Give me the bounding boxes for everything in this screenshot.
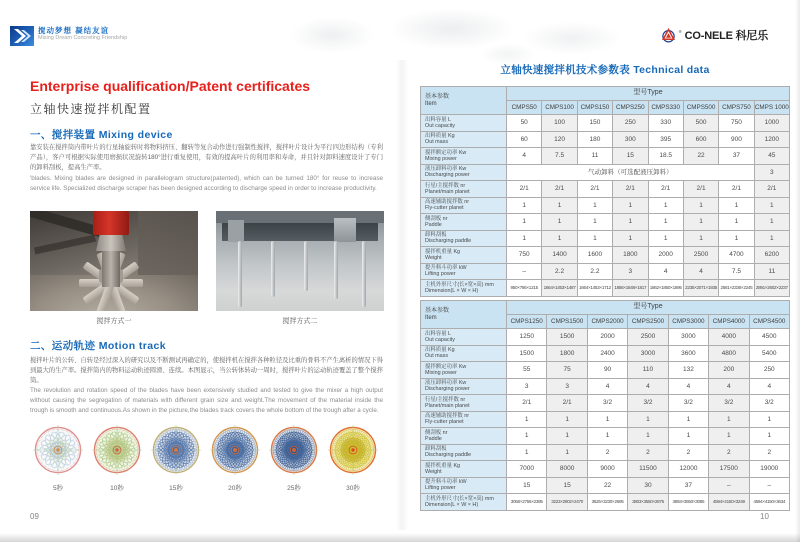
table-row bbox=[421, 230, 790, 247]
row-label: 液压卸料功率 Kw Discharging power bbox=[421, 164, 507, 181]
value-cell: 1 bbox=[719, 230, 754, 247]
value-cell: 4 bbox=[668, 378, 708, 395]
value-cell: 22 bbox=[587, 477, 627, 494]
value-cell: 2/1 bbox=[542, 181, 577, 198]
table-row bbox=[421, 148, 790, 165]
item-header: 基本参数 Item bbox=[421, 301, 507, 329]
value-cell: 17500 bbox=[709, 461, 749, 478]
value-cell: 2/1 bbox=[613, 181, 648, 198]
value-cell: 2581×2336×2245 bbox=[719, 280, 754, 297]
spirograph-10s bbox=[91, 424, 143, 481]
value-cell: 1 bbox=[577, 197, 612, 214]
value-cell: 5400 bbox=[749, 345, 789, 362]
model-header-cell: CMPS750 bbox=[719, 101, 754, 115]
value-cell: 2235×2071×1935 bbox=[683, 280, 718, 297]
row-label: 侧刮板 nr Paddle bbox=[421, 214, 507, 231]
spirograph-icon bbox=[32, 424, 84, 476]
photo-detail bbox=[228, 220, 244, 242]
value-cell: 2891×2602×2237 bbox=[754, 280, 789, 297]
value-cell: 50 bbox=[507, 115, 542, 132]
value-cell: 1500 bbox=[507, 345, 547, 362]
value-cell: 1 bbox=[507, 214, 542, 231]
value-cell: 4 bbox=[709, 378, 749, 395]
world-map-watermark bbox=[260, 0, 660, 64]
value-cell: 1664×1453×1487 bbox=[542, 280, 577, 297]
row-label: 行星/主搅拌数 nr Planet/main planet bbox=[421, 181, 507, 198]
photo-detail bbox=[304, 241, 308, 291]
spirograph-icon bbox=[268, 424, 320, 476]
circle-label: 10秒 bbox=[110, 485, 124, 492]
value-cell: 6200 bbox=[754, 247, 789, 264]
value-cell: 2 bbox=[628, 444, 668, 461]
page-gutter bbox=[396, 60, 408, 530]
value-cell: 11500 bbox=[628, 461, 668, 478]
value-cell: 300 bbox=[613, 131, 648, 148]
table-row bbox=[421, 115, 790, 132]
slogan-cn: 搅动梦想 凝结友谊 bbox=[38, 26, 110, 35]
value-cell: 2500 bbox=[628, 329, 668, 346]
value-cell: 3 bbox=[507, 378, 547, 395]
spirograph-20s bbox=[209, 424, 261, 481]
blade-track-figure bbox=[89, 424, 145, 492]
slogan-en: Mixing Dream Concreting Friendship bbox=[38, 35, 128, 42]
blade-track-figure bbox=[207, 424, 263, 492]
value-cell: 950×786×1215 bbox=[507, 280, 542, 297]
table-row bbox=[421, 329, 790, 346]
value-cell: 4700 bbox=[719, 247, 754, 264]
table-row bbox=[421, 362, 790, 379]
value-cell: 1 bbox=[749, 411, 789, 428]
photo-detail bbox=[93, 211, 129, 235]
model-header-cell: CMPS150 bbox=[577, 101, 612, 115]
type-header: 型号Type bbox=[507, 301, 790, 315]
value-cell: 4 bbox=[507, 148, 542, 165]
blade-track-figure bbox=[30, 424, 86, 492]
section2-heading: 二、运动轨迹 Motion track bbox=[30, 340, 166, 352]
value-cell: 1 bbox=[507, 411, 547, 428]
blade-track-figures bbox=[30, 424, 381, 492]
technical-data-table-1 bbox=[420, 86, 790, 297]
technical-data-table-2 bbox=[420, 300, 790, 511]
table-row bbox=[421, 164, 790, 181]
value-cell: 1 bbox=[507, 230, 542, 247]
value-cell: 60 bbox=[507, 131, 542, 148]
value-cell: 1664×1453×1712 bbox=[577, 280, 612, 297]
value-cell: 3/2 bbox=[587, 395, 627, 412]
model-header-cell: CMPS4500 bbox=[749, 315, 789, 329]
circle-label: 15秒 bbox=[169, 485, 183, 492]
value-cell: 1 bbox=[719, 197, 754, 214]
model-header-cell: CMPS250 bbox=[613, 101, 648, 115]
value-cell: 1856×1648×1817 bbox=[613, 280, 648, 297]
spirograph-icon bbox=[209, 424, 261, 476]
blade-track-figure bbox=[266, 424, 322, 492]
row-label: 出料质量 Kg Out mass bbox=[421, 345, 507, 362]
row-label: 提升料斗功率 kW Lifting power bbox=[421, 477, 507, 494]
value-cell: 4 bbox=[628, 378, 668, 395]
value-cell: 4594×4150×3249 bbox=[709, 494, 749, 511]
page-edge bbox=[795, 0, 800, 542]
table-row bbox=[421, 181, 790, 198]
value-cell: 200 bbox=[709, 362, 749, 379]
value-cell: 15 bbox=[613, 148, 648, 165]
page-title-cn: 立轴快速搅拌机配置 bbox=[30, 102, 152, 116]
value-cell: 1 bbox=[542, 197, 577, 214]
value-cell: 900 bbox=[719, 131, 754, 148]
value-cell: 1 bbox=[587, 411, 627, 428]
value-cell: 4 bbox=[648, 263, 683, 280]
value-cell: 2/1 bbox=[719, 181, 754, 198]
value-cell: 250 bbox=[613, 115, 648, 132]
value-cell: 1 bbox=[709, 411, 749, 428]
value-cell: 1 bbox=[628, 428, 668, 445]
double-chevron-right-icon bbox=[10, 26, 34, 46]
value-cell: 1 bbox=[719, 214, 754, 231]
value-cell: 15 bbox=[507, 477, 547, 494]
value-cell: 3600 bbox=[668, 345, 708, 362]
row-label: 提升料斗功率 kW Lifting power bbox=[421, 263, 507, 280]
model-header-cell: CMPS2000 bbox=[587, 315, 627, 329]
value-cell: 75 bbox=[547, 362, 587, 379]
model-header-cell: CMPS 1000 bbox=[754, 101, 789, 115]
value-cell: 1200 bbox=[754, 131, 789, 148]
table-row bbox=[421, 411, 790, 428]
row-label: 搅拌机重量 Kg Weight bbox=[421, 461, 507, 478]
value-cell: 2 bbox=[587, 444, 627, 461]
value-cell: 2.2 bbox=[577, 263, 612, 280]
table-row bbox=[421, 280, 790, 297]
value-cell: 1800 bbox=[613, 247, 648, 264]
value-cell: 3893×3550×3085 bbox=[668, 494, 708, 511]
brand-name: CO-NELE 科尼乐 bbox=[684, 30, 768, 42]
value-cell: 37 bbox=[668, 477, 708, 494]
type-header: 型号Type bbox=[507, 87, 790, 101]
value-cell: 3223×2902×2470 bbox=[547, 494, 587, 511]
blade-track-figure bbox=[148, 424, 204, 492]
value-cell: 1400 bbox=[542, 247, 577, 264]
value-cell: 2 bbox=[709, 444, 749, 461]
model-header-cell: CMPS3000 bbox=[668, 315, 708, 329]
circle-label: 20秒 bbox=[228, 485, 242, 492]
row-label: 高速辅助搅拌数 nr Fly-cutter planet bbox=[421, 197, 507, 214]
value-cell: 2 bbox=[668, 444, 708, 461]
value-cell: 8000 bbox=[547, 461, 587, 478]
table-row bbox=[421, 263, 790, 280]
photo-detail bbox=[34, 235, 96, 255]
row-label: 卸料刮板 Discharging paddle bbox=[421, 444, 507, 461]
value-cell: 55 bbox=[507, 362, 547, 379]
value-cell: 3000 bbox=[628, 345, 668, 362]
value-cell: 4800 bbox=[709, 345, 749, 362]
value-cell: – bbox=[507, 263, 542, 280]
value-cell: 37 bbox=[719, 148, 754, 165]
value-cell: 1862×1850×1895 bbox=[648, 280, 683, 297]
row-label: 搅拌额定功率 Kw Mixing power bbox=[421, 148, 507, 165]
value-cell: 3 bbox=[754, 164, 789, 181]
spirograph-icon bbox=[91, 424, 143, 476]
value-cell: 2/1 bbox=[507, 181, 542, 198]
value-cell: 4500 bbox=[749, 329, 789, 346]
mixing-device-photo-2 bbox=[216, 211, 384, 311]
section1-paragraph-cn: 靠安装在搅拌筒内带叶片的行星轴旋转时将物料挤压、翻转等复合动作进行强制性搅拌，搅拌叶片设计为平行四边形结构（专利产品），客户可根据实际使用磨损状况旋转180°进行重复使用，有效的提高叶片的利用率和寿命，并且针对卸料速度设计了专门的卸料刮板，提高生产率。 bbox=[30, 144, 383, 171]
value-cell: 1 bbox=[683, 197, 718, 214]
model-header-cell: CMPS50 bbox=[507, 101, 542, 115]
value-cell: 150 bbox=[577, 115, 612, 132]
spirograph-30s bbox=[327, 424, 379, 481]
section2-paragraph-en: The revolution and rotation speed of the blades have been extensively studied and tested to give the mixer a high output without causing the segregation of materials with different grain size and weight.The movement of the material inside the trough is smooth and continuous.As shown in the picture,the blades track covers the whole bottom of the trough after a cycle. bbox=[30, 387, 383, 414]
value-cell: 3/2 bbox=[709, 395, 749, 412]
row-label: 出料容量 L Out capacity bbox=[421, 115, 507, 132]
photo-detail bbox=[362, 241, 366, 307]
photo-detail bbox=[138, 211, 198, 281]
page-title-en: Enterprise qualification/Patent certificates bbox=[30, 78, 311, 94]
photo-detail bbox=[334, 218, 356, 242]
value-cell: 120 bbox=[542, 131, 577, 148]
blade-track-figure bbox=[325, 424, 381, 492]
value-cell: 4 bbox=[683, 263, 718, 280]
value-cell: 3 bbox=[613, 263, 648, 280]
value-cell: 2/1 bbox=[754, 181, 789, 198]
value-cell: 1 bbox=[648, 230, 683, 247]
value-cell: 1 bbox=[542, 230, 577, 247]
value-cell: 7.5 bbox=[542, 148, 577, 165]
value-cell: 2000 bbox=[587, 329, 627, 346]
value-cell: 250 bbox=[749, 362, 789, 379]
table-row bbox=[421, 197, 790, 214]
value-cell: 1 bbox=[749, 428, 789, 445]
value-cell: 750 bbox=[507, 247, 542, 264]
table-row bbox=[421, 477, 790, 494]
value-cell: 1 bbox=[754, 197, 789, 214]
model-header-cell: CMPS1250 bbox=[507, 315, 547, 329]
value-cell: 2/1 bbox=[507, 395, 547, 412]
spirograph-icon bbox=[150, 424, 202, 476]
mixing-device-photo-1 bbox=[30, 211, 198, 311]
section1-heading: 一、搅拌装置 Mixing device bbox=[30, 129, 173, 141]
value-cell: 1 bbox=[668, 428, 708, 445]
value-cell: 4 bbox=[587, 378, 627, 395]
value-cell: 395 bbox=[648, 131, 683, 148]
value-cell: 1 bbox=[613, 214, 648, 231]
model-header-cell: CMPS2500 bbox=[628, 315, 668, 329]
model-header-cell: CMPS1500 bbox=[547, 315, 587, 329]
value-cell: 3000 bbox=[668, 329, 708, 346]
value-cell: 1 bbox=[628, 411, 668, 428]
photo-detail bbox=[334, 241, 338, 299]
photo1-caption: 搅拌方式一 bbox=[96, 318, 132, 325]
value-cell: 3 bbox=[547, 378, 587, 395]
spirograph-5s bbox=[32, 424, 84, 481]
value-cell: 4594×4150×3634 bbox=[749, 494, 789, 511]
row-label: 主机外形尺寸(长×宽×高) mm Dimension(L × W × H) bbox=[421, 494, 507, 511]
table-row bbox=[421, 378, 790, 395]
value-cell: 45 bbox=[754, 148, 789, 165]
photo-detail bbox=[102, 251, 120, 287]
row-label: 侧刮板 nr Paddle bbox=[421, 428, 507, 445]
value-cell: 1 bbox=[613, 230, 648, 247]
value-cell: 1 bbox=[542, 214, 577, 231]
value-cell: 9000 bbox=[587, 461, 627, 478]
registered-mark: ® bbox=[678, 28, 682, 34]
circle-label: 5秒 bbox=[52, 485, 64, 492]
value-cell: 1800 bbox=[547, 345, 587, 362]
row-label: 搅拌额定功率 Kw Mixing power bbox=[421, 362, 507, 379]
co-nele-triangle-logo-icon bbox=[661, 28, 676, 43]
value-cell: 4000 bbox=[709, 329, 749, 346]
value-cell: 1 bbox=[547, 411, 587, 428]
left-page-number: 09 bbox=[30, 512, 39, 521]
value-cell: 1 bbox=[754, 230, 789, 247]
row-label: 搅拌机重量 Kg Weight bbox=[421, 247, 507, 264]
table-row bbox=[421, 395, 790, 412]
technical-data-title: 立轴快速搅拌机技术参数表 Technical data bbox=[500, 64, 710, 76]
value-cell: 1 bbox=[683, 214, 718, 231]
value-cell: 132 bbox=[668, 362, 708, 379]
value-cell: 100 bbox=[542, 115, 577, 132]
value-cell: 1000 bbox=[754, 115, 789, 132]
value-cell: 1 bbox=[507, 197, 542, 214]
spirograph-15s bbox=[150, 424, 202, 481]
value-cell: 3/2 bbox=[668, 395, 708, 412]
item-header: 基本参数 Item bbox=[421, 87, 507, 115]
model-header-cell: CMPS100 bbox=[542, 101, 577, 115]
section1-paragraph-en: 'blades. Mixing blades are designed in parallelogram structure(patented), which can be turned 180° for reuse to increase service life. Specialized discharge scraper has been designed according to discharge speed in order to increase productivity. bbox=[30, 175, 383, 192]
model-header-cell: CMPS500 bbox=[683, 101, 718, 115]
value-cell: 22 bbox=[683, 148, 718, 165]
value-cell: 7000 bbox=[507, 461, 547, 478]
spirograph-icon bbox=[327, 424, 379, 476]
row-label: 出料质量 Kg Out mass bbox=[421, 131, 507, 148]
value-cell: 1 bbox=[754, 214, 789, 231]
table-row bbox=[421, 345, 790, 362]
value-cell: 3625×3230×2695 bbox=[587, 494, 627, 511]
photo2-caption: 搅拌方式二 bbox=[282, 318, 318, 325]
value-cell: 3803×3550×2875 bbox=[628, 494, 668, 511]
value-cell: 1 bbox=[613, 197, 648, 214]
value-cell: – bbox=[709, 477, 749, 494]
table-row bbox=[421, 444, 790, 461]
right-page-number: 10 bbox=[760, 512, 769, 521]
value-cell: 600 bbox=[683, 131, 718, 148]
value-cell: 90 bbox=[587, 362, 627, 379]
value-cell: 1500 bbox=[547, 329, 587, 346]
value-cell: 2400 bbox=[587, 345, 627, 362]
photo-detail bbox=[271, 241, 275, 297]
value-cell: 1 bbox=[547, 428, 587, 445]
model-header-cell: CMPS330 bbox=[648, 101, 683, 115]
row-label: 出料容量 L Out capacity bbox=[421, 329, 507, 346]
value-cell: 2.2 bbox=[542, 263, 577, 280]
value-cell: 1 bbox=[577, 214, 612, 231]
value-cell: 19000 bbox=[749, 461, 789, 478]
value-cell: 180 bbox=[577, 131, 612, 148]
section2-paragraph-cn: 搅拌叶片的公转、自转是经过深入的研究以及不断测试再确定的，使搅拌机在搅拌各种粒径及比重的骨料不产生离析的情况下得到最大的生产率。搅拌筒内的物料运动轨迹圆滑、连续。本图显示，当公转体转动一周时，搅拌叶片的运动轨迹覆盖了整个搅拌筒。 bbox=[30, 357, 383, 384]
value-cell: 2/1 bbox=[683, 181, 718, 198]
value-cell: 1250 bbox=[507, 329, 547, 346]
value-cell: 1 bbox=[507, 444, 547, 461]
brand-right bbox=[661, 27, 768, 43]
value-cell: 3/2 bbox=[749, 395, 789, 412]
value-cell: 1600 bbox=[577, 247, 612, 264]
value-cell: 2/1 bbox=[648, 181, 683, 198]
circle-label: 30秒 bbox=[346, 485, 360, 492]
table-row bbox=[421, 214, 790, 231]
value-cell: 7.5 bbox=[719, 263, 754, 280]
model-header-cell: CMPS4000 bbox=[709, 315, 749, 329]
value-cell: 1 bbox=[547, 444, 587, 461]
table-row bbox=[421, 428, 790, 445]
value-cell: 1 bbox=[709, 428, 749, 445]
value-cell: 11 bbox=[754, 263, 789, 280]
value-cell: 4 bbox=[749, 378, 789, 395]
brand-left bbox=[10, 26, 127, 46]
value-cell: 15 bbox=[547, 477, 587, 494]
page-edge bbox=[0, 533, 800, 542]
value-cell: 气动卸料（可选配液压卸料） bbox=[507, 164, 755, 181]
value-cell: 3058×2756×2395 bbox=[507, 494, 547, 511]
value-cell: 2/1 bbox=[547, 395, 587, 412]
value-cell: 330 bbox=[648, 115, 683, 132]
table-row bbox=[421, 494, 790, 511]
table-row bbox=[421, 131, 790, 148]
value-cell: 1 bbox=[648, 197, 683, 214]
row-label: 高速辅助搅拌数 nr Fly-cutter planet bbox=[421, 411, 507, 428]
spirograph-25s bbox=[268, 424, 320, 481]
value-cell: 3/2 bbox=[628, 395, 668, 412]
value-cell: 2 bbox=[749, 444, 789, 461]
row-label: 主机外形尺寸(长×宽×高) mm Dimension(L × W × H) bbox=[421, 280, 507, 297]
value-cell: 30 bbox=[628, 477, 668, 494]
value-cell: 750 bbox=[719, 115, 754, 132]
photo-detail bbox=[238, 241, 242, 307]
value-cell: 500 bbox=[683, 115, 718, 132]
value-cell: 11 bbox=[577, 148, 612, 165]
value-cell: 1 bbox=[683, 230, 718, 247]
value-cell: 1 bbox=[507, 428, 547, 445]
value-cell: 18.5 bbox=[648, 148, 683, 165]
table-row bbox=[421, 461, 790, 478]
row-label: 液压卸料功率 Kw Discharging power bbox=[421, 378, 507, 395]
photo-detail bbox=[96, 235, 126, 251]
value-cell: 1 bbox=[648, 214, 683, 231]
circle-label: 25秒 bbox=[287, 485, 301, 492]
value-cell: 110 bbox=[628, 362, 668, 379]
row-label: 卸料刮板 Discharging paddle bbox=[421, 230, 507, 247]
value-cell: 2500 bbox=[683, 247, 718, 264]
value-cell: 1 bbox=[587, 428, 627, 445]
value-cell: 1 bbox=[668, 411, 708, 428]
value-cell: 12000 bbox=[668, 461, 708, 478]
row-label: 行星/主搅拌数 nr Planet/main planet bbox=[421, 395, 507, 412]
value-cell: 1 bbox=[577, 230, 612, 247]
table-row bbox=[421, 247, 790, 264]
value-cell: 2000 bbox=[648, 247, 683, 264]
value-cell: – bbox=[749, 477, 789, 494]
value-cell: 2/1 bbox=[577, 181, 612, 198]
